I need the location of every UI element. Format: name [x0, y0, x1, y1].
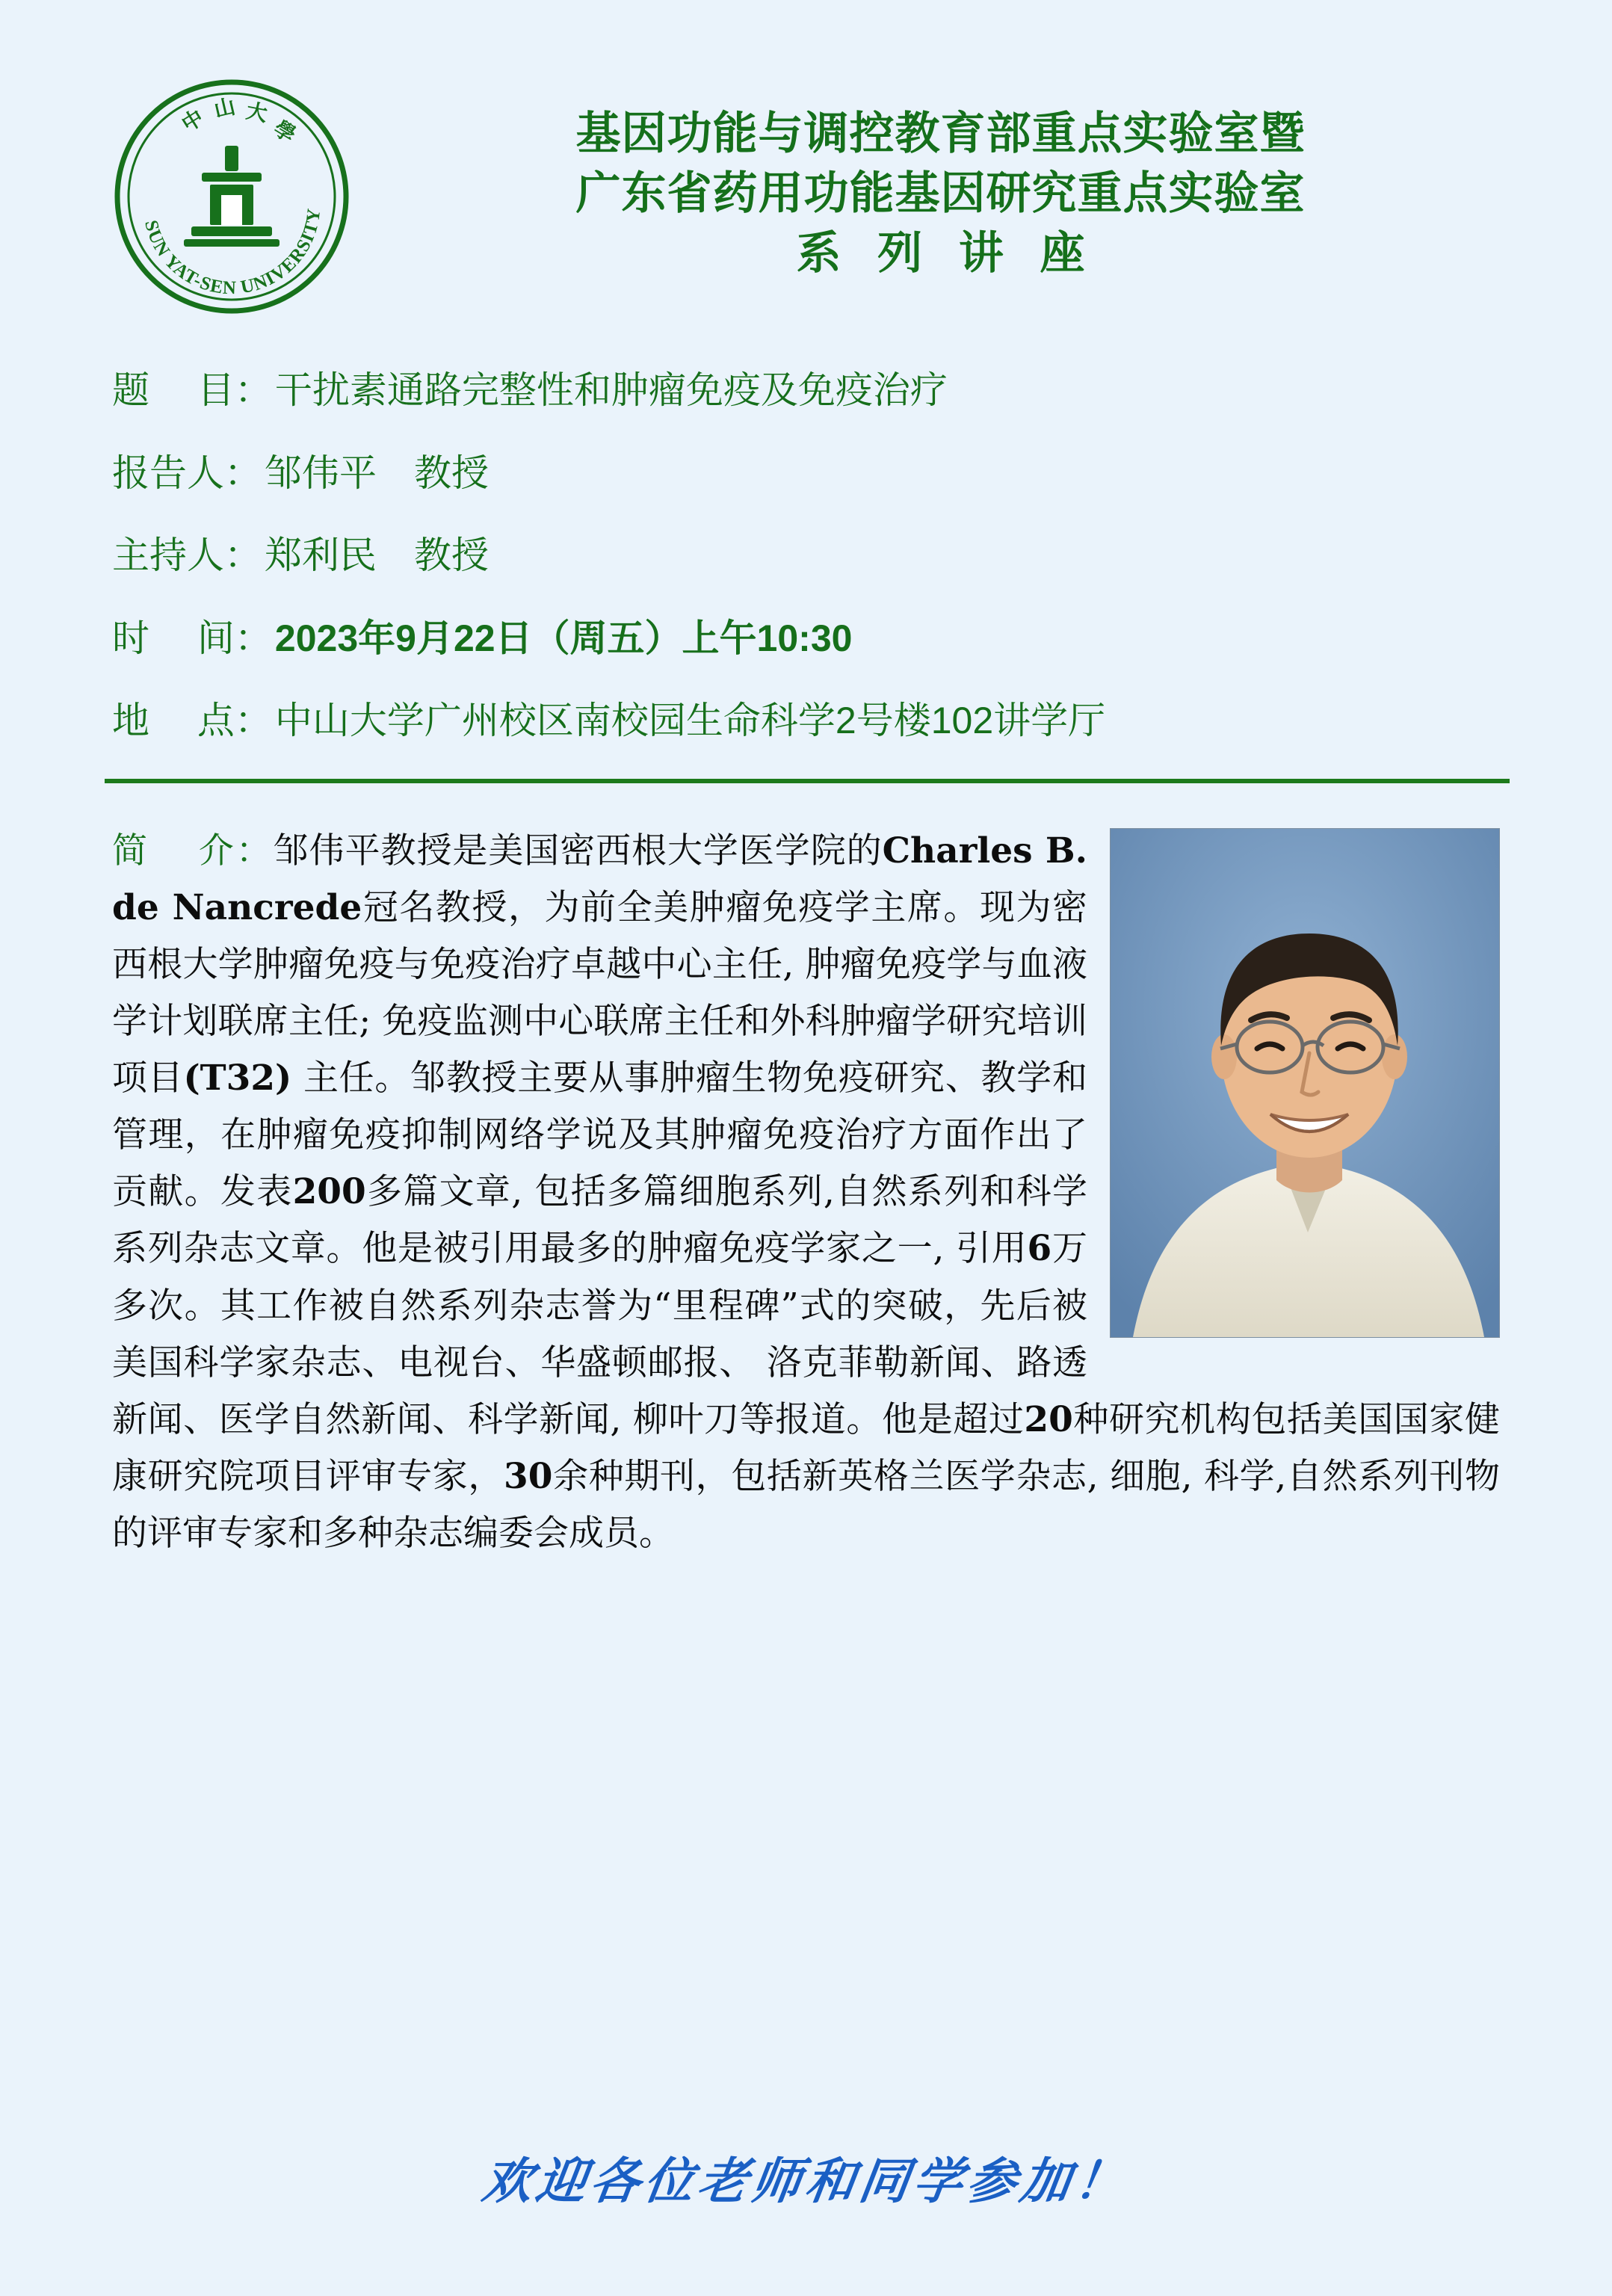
title-line-2: 广东省药用功能基因研究重点实验室 [575, 168, 1306, 219]
speaker-portrait [1110, 828, 1500, 1338]
info-label-time: 时 间： [112, 617, 272, 659]
info-value-host: 郑利民 教授 [265, 534, 489, 576]
title-line-1: 基因功能与调控教育部重点实验室暨 [575, 108, 1306, 159]
poster-footer [0, 2141, 1612, 2212]
sun-yat-sen-university-seal-icon [112, 77, 351, 316]
seminar-info-list [112, 365, 1502, 747]
info-label-topic: 题 目： [112, 369, 272, 411]
bio-part-5: 万多次。其工作被自然系列杂志誉为“里程碑”式的突破，先后被美国科学家杂志、电视台、华盛顿邮报、 洛克菲勒新闻、路透新闻、医学自然新闻、科学新闻, 柳叶刀等报道。他是超过 [112, 1228, 1087, 1440]
bio-bold-3: 200 [292, 1171, 366, 1213]
svg-text:學: 學 [269, 115, 300, 148]
bio-part-3: 主任。邹教授主要从事肿瘤生物免疫研究、教学和管理，在肿瘤免疫抑制网络学说及其肿瘤免疫治疗方面作出了贡献。发表 [112, 1058, 1087, 1213]
title-line-3: 系 列 讲 座 [796, 227, 1097, 278]
info-row-time [112, 614, 1502, 664]
bio-bold-4: 6 [1027, 1228, 1052, 1270]
bio-bold-1: Charles B. de Nancrede [112, 830, 1088, 928]
info-value-time: 2023年9月22日（周五）上午10:30 [274, 617, 853, 659]
poster-body [112, 822, 1500, 1563]
bio-bold-5: 20 [1024, 1398, 1073, 1440]
poster-header [0, 0, 1612, 316]
svg-text:大: 大 [244, 98, 270, 127]
bio-part-1: 邹伟平教授是美国密西根大学医学院的 [273, 830, 883, 871]
svg-text:中: 中 [177, 105, 209, 137]
info-value-location: 中山大学广州校区南校园生命科学2号楼102讲学厅 [274, 700, 1106, 741]
info-row-topic [112, 365, 1502, 416]
section-divider [105, 779, 1510, 783]
info-row-host [112, 531, 1502, 581]
info-label-speaker: 报告人： [112, 451, 262, 494]
poster-title-block [381, 104, 1500, 283]
bio-part-6: 种研究机构包括美国国家健康研究院项目评审专家， [112, 1398, 1500, 1497]
info-value-topic: 干扰素通路完整性和肿瘤免疫及免疫治疗 [274, 369, 948, 411]
svg-text:SUN YAT-SEN UNIVERSITY: SUN YAT-SEN UNIVERSITY [140, 206, 325, 299]
info-row-speaker [112, 448, 1502, 499]
bio-part-2: 冠名教授，为前全美肿瘤免疫学主席。现为密西根大学肿瘤免疫与免疫治疗卓越中心主任, 肿瘤免疫学与血液学计划联席主任; 免疫监测中心联席主任和外科肿瘤学研究培训项目 [112, 886, 1088, 1099]
bio-part-4: 多篇文章, 包括多篇细胞系列,自然系列和科学系列杂志文章。他是被引用最多的肿瘤免疫学家之一, 引用 [112, 1171, 1088, 1270]
welcome-message: 欢迎各位老师和同学参加！ [478, 2152, 1133, 2210]
bio-bold-6: 30 [504, 1455, 553, 1497]
info-label-host: 主持人： [112, 534, 262, 576]
info-label-location: 地 点： [112, 700, 272, 741]
bio-part-7: 余种期刊，包括新英格兰医学杂志, 细胞, 科学,自然系列刊物的评审专家和多种杂志编委会成员。 [112, 1455, 1501, 1554]
info-value-speaker: 邹伟平 教授 [265, 451, 489, 494]
bio-bold-2: (T32) [183, 1058, 292, 1099]
svg-text:山: 山 [211, 93, 238, 123]
info-row-location [112, 696, 1502, 747]
bio-label: 简 介： [112, 830, 274, 870]
